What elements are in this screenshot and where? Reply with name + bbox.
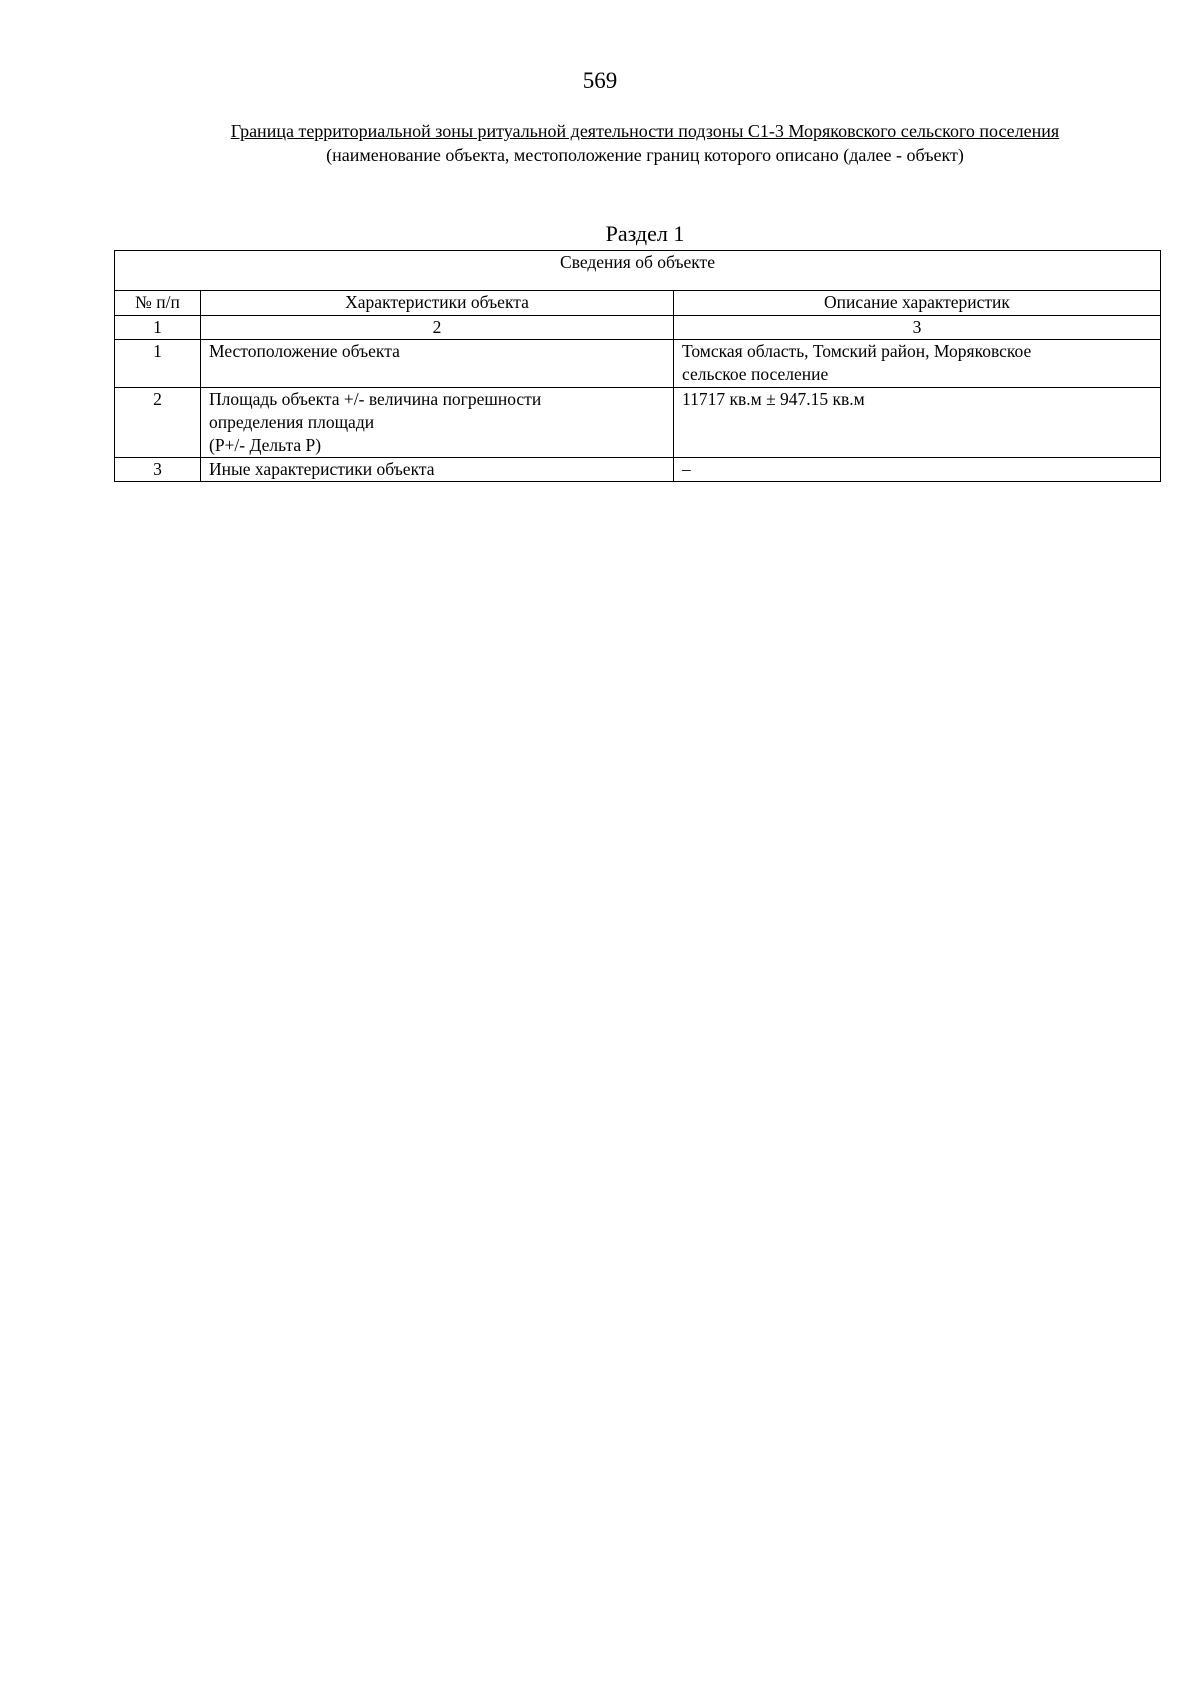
row-description [674,340,1161,388]
table-row [115,458,1161,482]
object-title-note: (наименование объекта, местоположение границ которого описано (далее - объект) [326,145,964,165]
table-header-row [115,291,1161,316]
row-number: 3 [115,458,201,482]
row-number: 2 [115,388,201,458]
text-line: Местоположение объекта [209,341,400,361]
text-line: Томская область, Томский район, Моряковское [682,341,1032,361]
text-line: сельское поселение [682,364,829,384]
row-characteristic [201,340,674,388]
column-number: 1 [115,316,201,340]
header-characteristics: Характеристики объекта [201,291,674,316]
row-number: 1 [115,340,201,388]
header-description: Описание характеристик [674,291,1161,316]
text-line: Площадь объекта +/- величина погрешности [209,389,542,409]
table-row [115,340,1161,388]
text-line: определения площади [209,412,375,432]
row-characteristic [201,388,674,458]
text-line: 11717 кв.м ± 947.15 кв.м [682,389,865,409]
column-number-row [115,316,1161,340]
row-description [674,388,1161,458]
row-description [674,458,1161,482]
text-line: – [682,459,691,479]
table-row [115,388,1161,458]
column-number: 3 [674,316,1161,340]
column-number: 2 [201,316,674,340]
object-info-table [114,250,1161,482]
header-number: № п/п [115,291,201,316]
text-line: (P+/- Дельта P) [209,435,322,455]
text-line: Иные характеристики объекта [209,459,435,479]
table-caption: Сведения об объекте [115,251,1161,291]
page-number: 569 [582,68,618,93]
section-heading: Раздел 1 [605,221,685,246]
row-characteristic [201,458,674,482]
object-title: Граница территориальной зоны ритуальной деятельности подзоны С1-3 Моряковского сельского поселения [230,121,1060,141]
